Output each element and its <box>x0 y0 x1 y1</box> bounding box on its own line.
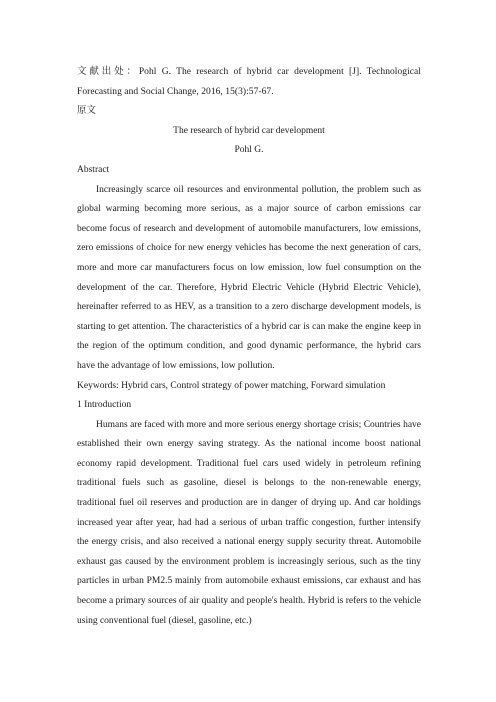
abstract-paragraph: Increasingly scarce oil resources and environmental pollution, the problem such as global warming becoming more serious, as a major source of carbon emissions car become focus of research and development of automobile manufacturers, low emissions, zero emissions of choice for new energy vehicles has become the next generation of cars, more and more car manufacturers focus on low emission, low fuel consumption on the development of the car. Therefore, Hybrid Electric Vehicle (Hybrid Electric Vehicle), hereinafter referred to as HEV, as a transition to a zero discharge development models, is starting to get attention. The characteristics of a hybrid car is can make the engine keep in the region of the optimum condition, and good dynamic performance, the hybrid cars have the advantage of low emissions, low pollution. <box>77 184 421 371</box>
paper-title: The research of hybrid car development <box>173 125 325 136</box>
introduction-paragraph: Humans are faced with more and more serious energy shortage crisis; Countries have established their own energy saving strategy. As the national income boost national economy rapid development. Traditional fuel cars used widely in petroleum refining traditional fuels such as gasoline, diesel is belongs to the non-renewable energy, traditional fuel oil reserves and production are in danger of drying up. And car holdings increased year after year, had had a serious of urban traffic congestion, further intensify the energy crisis, and also received a national energy supply security threat. Automobile exhaust gas caused by the environment problem is increasingly serious, such as the tiny particles in urban PM2.5 mainly from automobile exhaust emissions, car exhaust and has become a primary sources of air quality and people's health. Hybrid is refers to the vehicle using conventional fuel (diesel, gasoline, etc.) <box>77 419 421 626</box>
keywords-line: Keywords: Hybrid cars, Control strategy of power matching, Forward simulation <box>77 380 386 391</box>
document-body <box>77 63 421 631</box>
source-citation: 文献出处：Pohl G. The research of hybrid car development [J]. Technological Forecasting and Social Change, 2016, 15(3):57-67. <box>77 67 421 97</box>
original-text-label: 原文 <box>77 106 97 117</box>
section-heading-introduction: 1 Introduction <box>77 400 132 411</box>
paper-author: Pohl G. <box>234 145 264 156</box>
abstract-heading: Abstract <box>77 164 110 175</box>
